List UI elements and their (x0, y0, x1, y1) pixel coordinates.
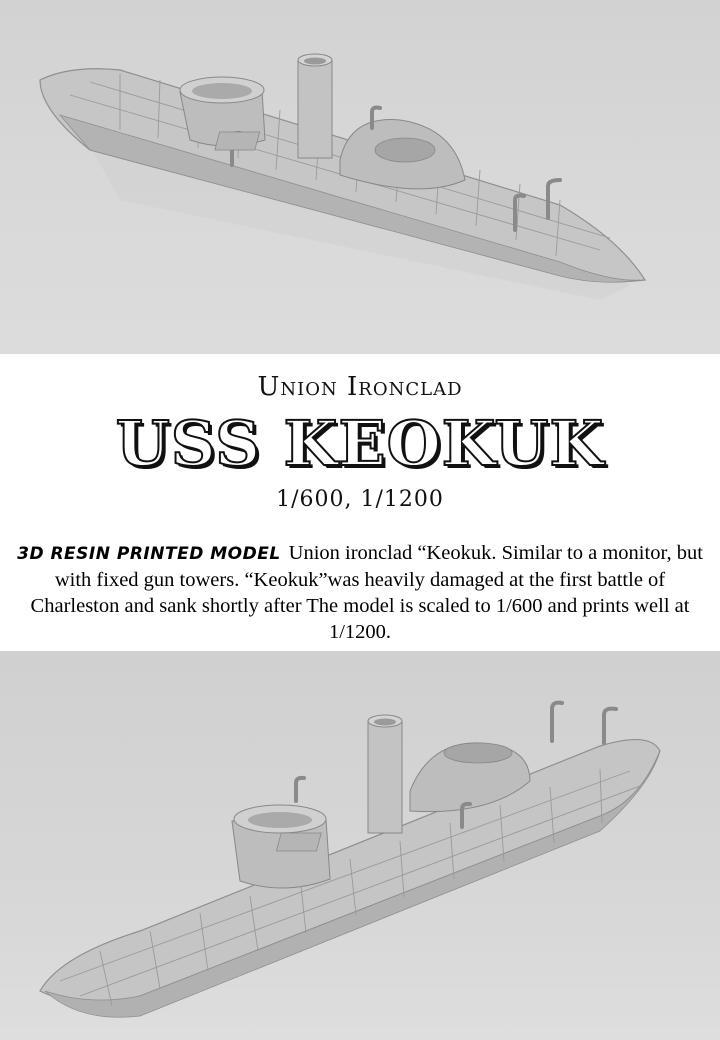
page-subtitle: Union Ironclad (257, 372, 463, 402)
description-body: Union ironclad “Keokuk. Similar to a monitor, but with fixed gun towers. “Keokuk”was heavily damaged at the first battle of Charleston and sank shortly after The model is scaled to 1/600 and prints well at 1/1200. (30, 542, 703, 643)
ironclad-model-illustration-bottom (0, 651, 720, 1040)
ship-render-bottom-view (0, 651, 720, 1040)
product-description (10, 540, 710, 645)
ironclad-model-illustration-top (0, 0, 720, 354)
ship-render-top-view (0, 0, 720, 354)
scale-options: 1/600, 1/1200 (276, 487, 444, 512)
description-lead: 3D RESIN PRINTED MODEL (17, 544, 281, 564)
page-title: USS KEOKUK (115, 407, 605, 480)
